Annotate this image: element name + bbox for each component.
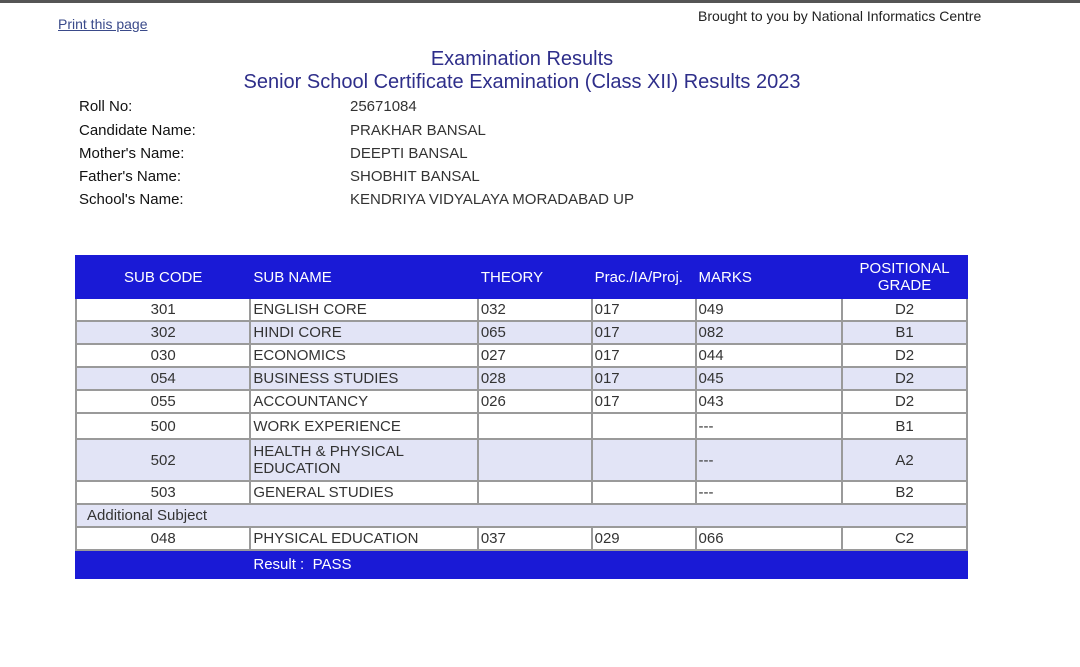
father-name-label: Father's Name:	[79, 168, 182, 185]
top-border	[0, 0, 1080, 3]
sub-name-cell: ACCOUNTANCY	[250, 390, 477, 413]
prac-cell: 017	[592, 344, 696, 367]
marks-cell: 066	[696, 527, 843, 550]
col-header-sub-code: SUB CODE	[76, 256, 250, 298]
school-name-value: KENDRIYA VIDYALAYA MORADABAD UP	[350, 191, 634, 208]
sub-code-cell: 055	[76, 390, 250, 413]
roll-no-value: 25671084	[350, 98, 417, 115]
sub-name-cell: ECONOMICS	[250, 344, 477, 367]
grade-cell: B1	[842, 413, 967, 439]
result-value: PASS	[312, 555, 352, 573]
grade-cell: C2	[842, 527, 967, 550]
result-row	[76, 550, 967, 578]
table-row	[76, 344, 967, 367]
marks-cell: 043	[696, 390, 843, 413]
table-row	[76, 481, 967, 504]
result-label: Result :	[253, 555, 305, 573]
theory-cell: 032	[478, 298, 592, 321]
marks-cell: 044	[696, 344, 843, 367]
roll-no-label: Roll No:	[79, 98, 133, 115]
grade-cell: A2	[842, 439, 967, 481]
sub-code-cell: 048	[76, 527, 250, 550]
grade-cell: D2	[842, 390, 967, 413]
marks-cell: ---	[696, 439, 843, 481]
sub-code-cell: 502	[76, 439, 250, 481]
result-spacer-cell	[76, 550, 250, 578]
grade-cell: D2	[842, 298, 967, 321]
table-row	[76, 321, 967, 344]
theory-cell: 027	[478, 344, 592, 367]
sub-code-cell: 030	[76, 344, 250, 367]
grade-cell: D2	[842, 367, 967, 390]
sub-code-cell: 503	[76, 481, 250, 504]
grade-cell: D2	[842, 344, 967, 367]
table-row	[76, 367, 967, 390]
print-page-link[interactable]: Print this page	[58, 16, 148, 32]
marks-cell: 049	[696, 298, 843, 321]
sub-name-cell: HEALTH & PHYSICAL EDUCATION	[250, 439, 477, 481]
col-header-theory: THEORY	[478, 256, 592, 298]
marks-cell: ---	[696, 413, 843, 439]
prac-cell: 017	[592, 298, 696, 321]
result-cell	[250, 550, 967, 578]
sub-code-cell: 301	[76, 298, 250, 321]
candidate-name-label: Candidate Name:	[79, 122, 196, 139]
table-row	[76, 439, 967, 481]
theory-cell: 037	[478, 527, 592, 550]
col-header-marks: MARKS	[696, 256, 843, 298]
additional-subject-row	[76, 504, 967, 527]
prac-cell: 017	[592, 321, 696, 344]
col-header-grade: POSITIONAL GRADE	[842, 256, 967, 298]
table-row	[76, 390, 967, 413]
prac-cell	[592, 439, 696, 481]
col-header-prac: Prac./IA/Proj.	[592, 256, 696, 298]
mother-name-label: Mother's Name:	[79, 145, 185, 162]
theory-cell	[478, 481, 592, 504]
theory-cell: 026	[478, 390, 592, 413]
prac-cell: 017	[592, 390, 696, 413]
table-row	[76, 298, 967, 321]
prac-cell	[592, 413, 696, 439]
sub-code-cell: 500	[76, 413, 250, 439]
sub-name-cell: WORK EXPERIENCE	[250, 413, 477, 439]
sub-name-cell: HINDI CORE	[250, 321, 477, 344]
sub-name-cell: PHYSICAL EDUCATION	[250, 527, 477, 550]
sub-name-cell: GENERAL STUDIES	[250, 481, 477, 504]
school-name-label: School's Name:	[79, 191, 184, 208]
sub-code-cell: 054	[76, 367, 250, 390]
father-name-value: SHOBHIT BANSAL	[350, 168, 480, 185]
marks-cell: 082	[696, 321, 843, 344]
theory-cell: 065	[478, 321, 592, 344]
candidate-name-value: PRAKHAR BANSAL	[350, 122, 486, 139]
prac-cell	[592, 481, 696, 504]
grade-cell: B1	[842, 321, 967, 344]
theory-cell	[478, 439, 592, 481]
theory-cell: 028	[478, 367, 592, 390]
theory-cell	[478, 413, 592, 439]
marks-cell: 045	[696, 367, 843, 390]
grade-cell: B2	[842, 481, 967, 504]
brought-by-text: Brought to you by National Informatics Centre	[698, 8, 982, 24]
sub-name-cell: ENGLISH CORE	[250, 298, 477, 321]
table-header-row	[76, 256, 967, 298]
col-header-sub-name: SUB NAME	[250, 256, 477, 298]
table-row	[76, 527, 967, 550]
table-row	[76, 413, 967, 439]
marks-cell: ---	[696, 481, 843, 504]
prac-cell: 029	[592, 527, 696, 550]
additional-subject-label: Additional Subject	[76, 504, 967, 527]
mother-name-value: DEEPTI BANSAL	[350, 145, 468, 162]
prac-cell: 017	[592, 367, 696, 390]
page-subtitle: Senior School Certificate Examination (Class XII) Results 2023	[243, 71, 801, 93]
page-title: Examination Results	[430, 48, 614, 70]
sub-name-cell: BUSINESS STUDIES	[250, 367, 477, 390]
sub-code-cell: 302	[76, 321, 250, 344]
results-table	[75, 255, 968, 579]
